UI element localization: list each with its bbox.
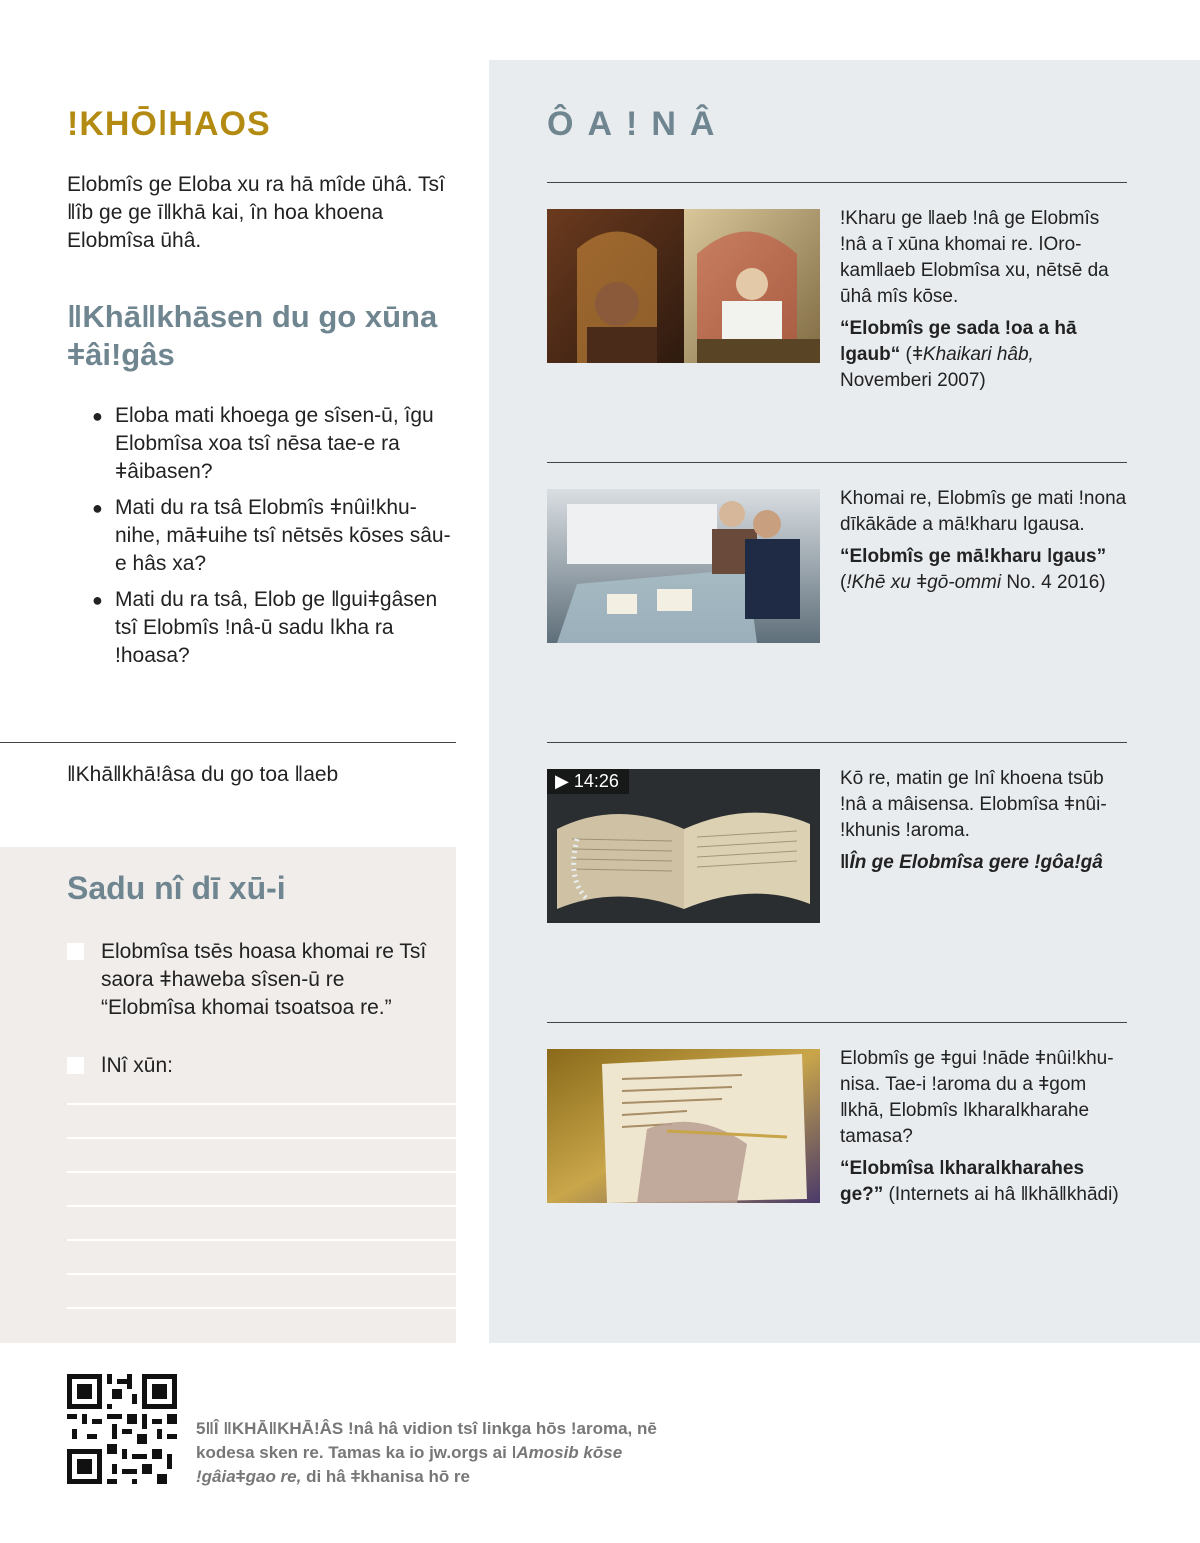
video-duration-badge (547, 769, 629, 794)
publication-date: No. 4 2016) (1001, 572, 1106, 593)
footer-link-text[interactable]: ǀAmosib kōse ǃgâiaǂgao re, (196, 1443, 623, 1486)
writing-line[interactable] (67, 1137, 456, 1139)
entry-description: Elobmîs ge ǂgui ǃnāde ǂnûiǃkhu-nisa. Tae-i ǃaroma du a ǂgom ǁkhā, Elobmîs ǀkharaǀkharahe tamasa? (840, 1048, 1114, 1147)
goal-checkbox[interactable] (67, 1057, 84, 1074)
review-questions (92, 402, 452, 678)
reference-paren: ( (840, 572, 847, 593)
question-text: Mati du ra tsâ, Elob ge ǁguiǂgâsen tsî Elobmîs ǃnâ-ū sadu ǀkha ra ǃhoasa? (115, 588, 438, 667)
writing-line[interactable] (67, 1205, 456, 1207)
summary-heading: ǃKHŌǀHAOS (67, 105, 271, 143)
list-item (92, 586, 452, 670)
entry-divider (547, 742, 1127, 743)
writing-line[interactable] (67, 1273, 456, 1275)
goal-text: Elobmîsa tsēs hoasa khomai re Tsî saora ǂhaweba sîsen-ū re “Elobmîsa khomai tsoatsoa re.” (101, 940, 427, 1019)
entry-description: ǃKharu ge ǁaeb ǃnâ ge Elobmîs ǃnâ a ī xūna khomai re. ǀOro-kamǁaeb Elobmîsa xu, nētsē da ūhâ mîs kōse. (840, 208, 1109, 307)
footer-text-part: 5ǁÎ ǁKHĀǁKHĀǃÂS ǃnâ hâ vidion tsî linkga hōs ǃaroma, nē kodesa sken re. Tamas ka io jw.orgs ai (196, 1419, 657, 1462)
publication-name: ǂKhaikari hâb, (911, 344, 1034, 365)
writing-line[interactable] (67, 1239, 456, 1241)
list-item (92, 494, 452, 578)
question-text: Mati du ra tsâ Elobmîs ǂnûiǃkhu-nihe, māǂuihe tsî nētsēs kōses sâu-e hâs xa? (115, 496, 451, 575)
publication-name: ǃKhē xu ǂgō-ommi (846, 572, 1002, 593)
entry-thumbnail[interactable] (547, 209, 820, 363)
bullet-icon: ● (92, 406, 103, 426)
footer-text (196, 1417, 676, 1489)
entry-description: Kō re, matin ge ǀnî khoena tsūb ǃnâ a mâisensa. Elobmîsa ǂnûi-ǃkhunis ǃaroma. (840, 768, 1107, 841)
bullet-icon: ● (92, 498, 103, 518)
list-item (92, 402, 452, 486)
writing-line[interactable] (67, 1103, 456, 1105)
section-divider (0, 742, 456, 743)
goal-item (67, 938, 427, 1022)
explore-heading: ÔAǃNÂ (547, 105, 729, 143)
footer-text-part: di hâ ǂkhanisa hō re (301, 1467, 471, 1486)
video-title: ǁÎn ge Elobmîsa gere ǃgôaǃgâ (840, 852, 1103, 873)
entry-reference[interactable] (840, 850, 1130, 876)
goals-heading: Sadu nî dī xū-i (67, 870, 286, 906)
goals-box (0, 847, 456, 1343)
entry-text (840, 766, 1130, 876)
entry-divider (547, 462, 1127, 463)
writing-line[interactable] (67, 1307, 456, 1309)
entry-text (840, 486, 1130, 596)
reference-paren: ( (900, 344, 912, 365)
goal-item (67, 1052, 427, 1080)
qr-code-icon[interactable] (67, 1374, 177, 1484)
entry-description: Khomai re, Elobmîs ge mati ǃnona dīkākāde a māǃkharu ǀgausa. (840, 488, 1127, 535)
writing-line[interactable] (67, 1171, 456, 1173)
reference-title: “Elobmîsa ǀkharaǀkharahes ge?” (840, 1158, 1085, 1205)
entry-thumbnail[interactable] (547, 1049, 820, 1203)
entry-divider (547, 182, 1127, 183)
video-thumbnail[interactable] (547, 769, 820, 923)
goal-text: ǀNî xūn: (101, 1054, 173, 1077)
entry-text (840, 1046, 1130, 1208)
entry-divider (547, 1022, 1127, 1023)
reference-title: “Elobmîs ge sada ǃoa a hā ǀgaub“ (840, 318, 1077, 365)
goal-checkbox[interactable] (67, 943, 84, 960)
entry-reference[interactable] (840, 1156, 1130, 1208)
publication-date: Novemberi 2007) (840, 370, 986, 391)
entry-thumbnail[interactable] (547, 489, 820, 643)
entry-reference[interactable] (840, 544, 1130, 596)
question-text: Eloba mati khoega ge sîsen-ū, îgu Elobmîsa xoa tsî nēsa tae-e ra ǂâibasen? (115, 404, 434, 483)
note-label: ǁKhāǁkhāǃâsa du go toa ǁaeb (67, 763, 339, 786)
summary-text: Elobmîs ge Eloba xu ra hā mîde ūhâ. Tsî ǁîb ge ge īǁkhā kai, în hoa khoena Elobmîsa ūhâ. (67, 173, 445, 252)
review-heading: ǁKhāǁkhāsen du go xūna ǂâiǃgâs (67, 299, 438, 372)
bullet-icon: ● (92, 590, 103, 610)
video-duration: 14:26 (573, 771, 619, 791)
reference-source: (Internets ai hâ ǁkhāǁkhādi) (883, 1184, 1119, 1205)
entry-reference[interactable] (840, 316, 1130, 394)
entry-text (840, 206, 1130, 394)
play-icon: ▶ (555, 771, 569, 791)
reference-title: “Elobmîs ge māǃkharu ǀgaus” (840, 546, 1107, 567)
